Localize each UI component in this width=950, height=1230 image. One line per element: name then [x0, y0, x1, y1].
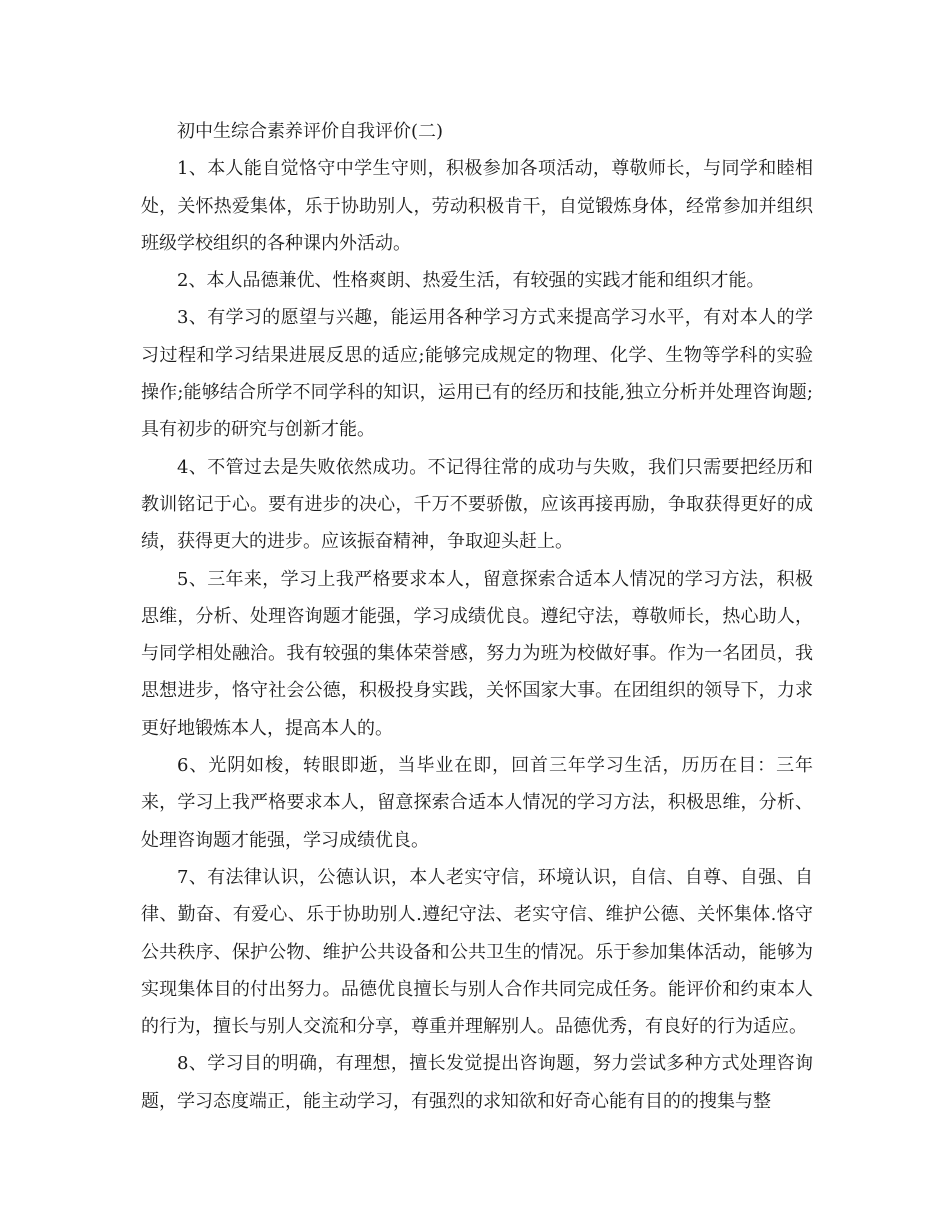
document-body — [141, 113, 813, 1120]
paragraph-7: 7、有法律认识，公德认识，本人老实守信，环境认识，自信、自尊、自强、自律、勤奋、有爱心、乐于协助别人.遵纪守法、老实守信、维护公德、关怀集体.恪守公共秩序、保护公物、维护公共设备和公共卫生的情况。乐于参加集体活动，能够为实现集体目的付出努力。品德优良擅长与别人合作共同完成任务。能评价和约束本人的行为，擅长与别人交流和分享，尊重并理解别人。品德优秀，有良好的行为适应。 — [141, 866, 813, 1038]
document-title: 初中生综合素养评价自我评价(二) — [177, 121, 444, 142]
paragraph-2: 2、本人品德兼优、性格爽朗、热爱生活，有较强的实践才能和组织才能。 — [177, 270, 765, 292]
paragraph-6: 6、光阴如梭，转眼即逝，当毕业在即，回首三年学习生活，历历在目：三年来，学习上我严格要求本人，留意探索合适本人情况的学习方法，积极思维，分析、处理咨询题才能强，学习成绩优良。 — [141, 755, 813, 851]
paragraph-4: 4、不管过去是失败依然成功。不记得往常的成功与失败，我们只需要把经历和教训铭记于心。要有进步的决心，千万不要骄傲，应该再接再励，争取获得更好的成绩，获得更大的进步。应该振奋精神，争取迎头赶上。 — [141, 456, 813, 553]
paragraph-1: 1、本人能自觉恪守中学生守则，积极参加各项活动，尊敬师长，与同学和睦相处，关怀热爱集体，乐于协助别人，劳动积极肯干，自觉锻炼身体，经常参加并组织班级学校组织的各种课内外活动。 — [141, 158, 813, 254]
paragraph-8: 8、学习目的明确，有理想，擅长发觉提出咨询题，努力尝试多种方式处理咨询题，学习态度端正，能主动学习，有强烈的求知欲和好奇心能有目的的搜集与整 — [141, 1053, 813, 1112]
paragraph-3: 3、有学习的愿望与兴趣，能运用各种学习方式来提高学习水平，有对本人的学习过程和学习结果进展反思的适应;能够完成规定的物理、化学、生物等学科的实验操作;能够结合所学不同学科的知识，运用已有的经历和技能,独立分析并处理咨询题;具有初步的研究与创新才能。 — [141, 307, 813, 441]
paragraph-5: 5、三年来，学习上我严格要求本人，留意探索合适本人情况的学习方法，积极思维，分析、处理咨询题才能强，学习成绩优良。遵纪守法，尊敬师长，热心助人，与同学相处融洽。我有较强的集体荣誉感，努力为班为校做好事。作为一名团员，我思想进步，恪守社会公德，积极投身实践，关怀国家大事。在团组织的领导下，力求更好地锻炼本人，提高本人的。 — [141, 568, 813, 739]
